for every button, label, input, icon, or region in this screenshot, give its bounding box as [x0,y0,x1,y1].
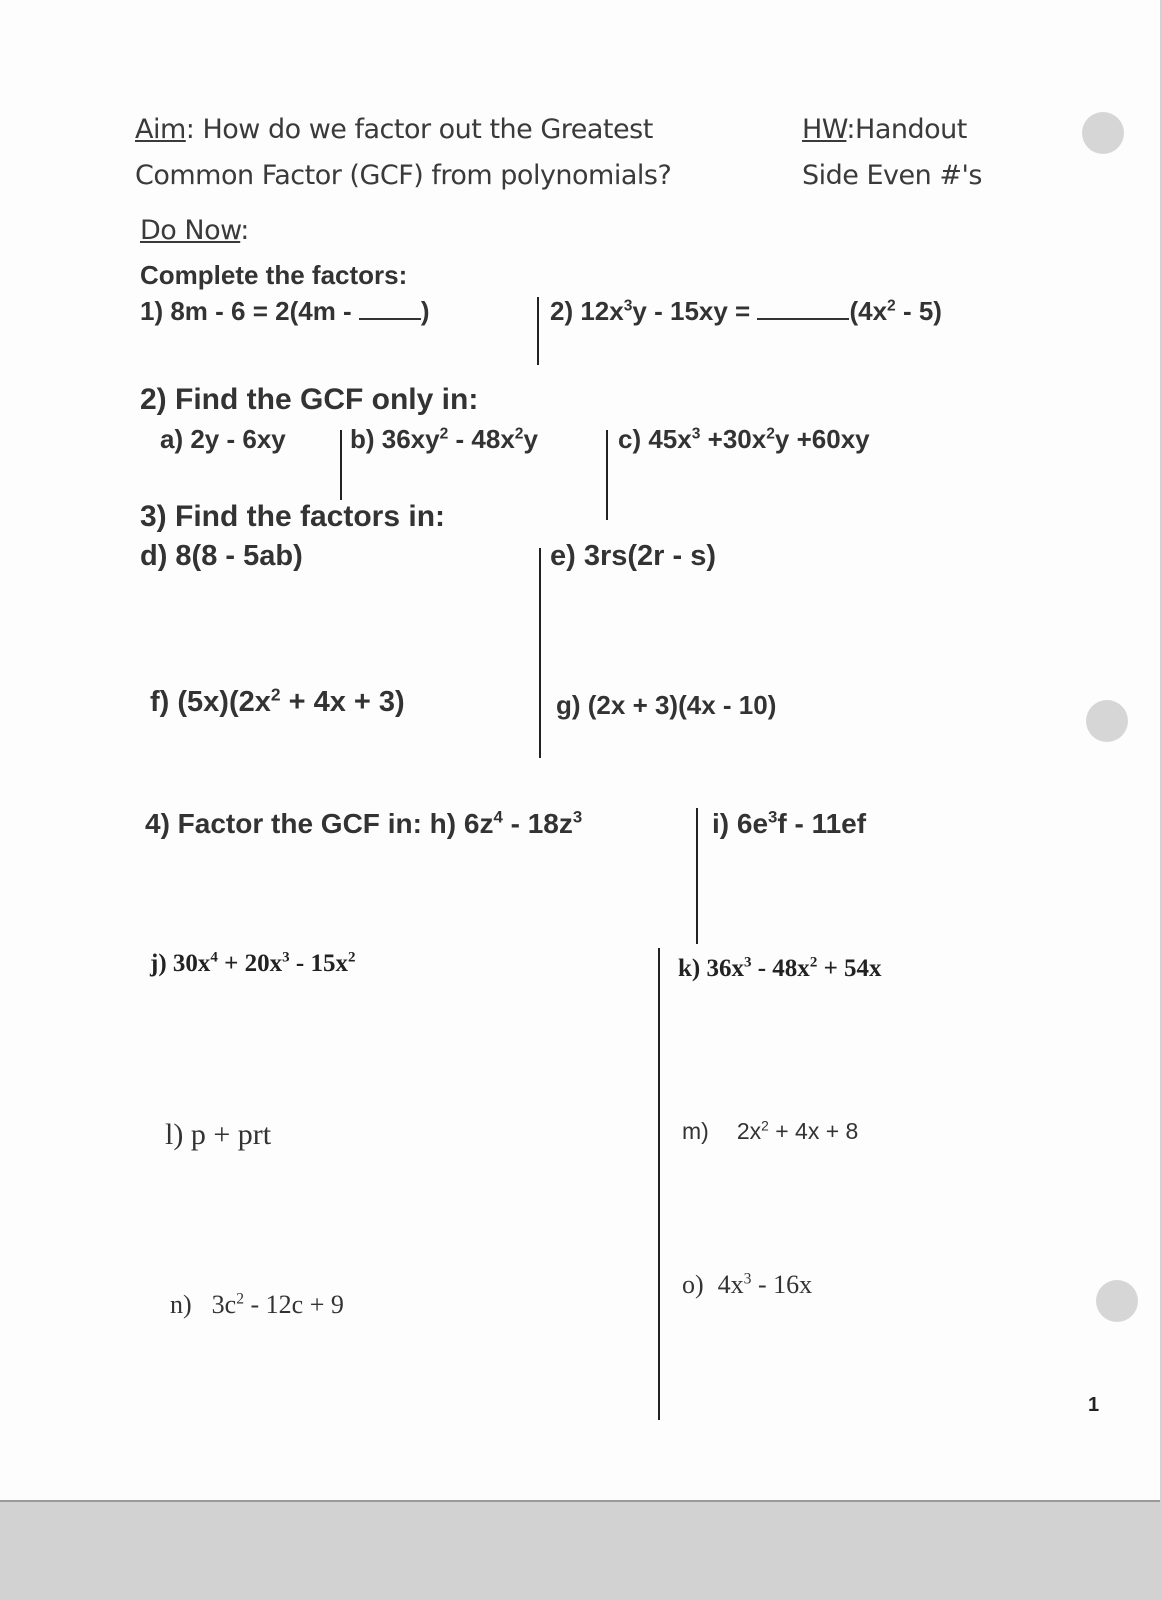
page-number: 1 [1088,1394,1100,1416]
problem-e: e) 3rs(2r - s) [550,540,717,572]
problem-k: k) $36x^3 - 48x^2 + 54x$ [678,954,882,982]
divider [696,808,698,944]
hw-label: HW [802,114,847,145]
problem-i: i) $6e^3f - 11ef$ [712,807,867,839]
problem-g: g) (2x + 3)(4x - 10) [556,690,777,720]
answer-blank-1[interactable] [359,318,421,320]
aim-line-2: Common Factor (GCF) from polynomials? [135,160,672,191]
problem-j: j) $30x^4 + 20x^3 - 15x^2$ [150,949,356,977]
answer-blank-2[interactable] [757,318,849,320]
divider [340,430,342,500]
binder-hole-middle [1086,700,1128,742]
aim-label: Aim [135,114,186,145]
problem-a: a) 2y - 6xy [160,424,286,454]
binder-hole-top [1082,112,1124,154]
problem-f: f) $(5x)(2x^2 + 4x + 3)$ [150,684,405,718]
problem-b: b) $36xy^2 - 48x^2y$ [350,424,538,454]
problem-n: n) $3c^2 - 12c + 9$ [170,1290,344,1319]
do-now-subtitle: Complete the factors: [140,260,408,290]
problem-m: m) $2x^2 + 4x + 8$ [682,1118,859,1144]
divider [539,548,541,758]
do-now-question-1: 1) 8m - 6 = 2(4m - ) [140,296,430,326]
binder-hole-bottom [1096,1280,1138,1322]
divider [537,297,539,365]
section-3-title: 3) Find the factors in: [140,500,446,533]
problem-d: d) 8(8 - 5ab) [140,540,303,572]
homework-line-1: HW:Handout [802,114,967,145]
divider [658,948,660,1420]
section-2-title: 2) Find the GCF only in: [140,383,479,416]
homework-line-2: Side Even #'s [802,160,982,191]
section-4-title-and-h: 4) Factor the GCF in: h) $6z^4 - 18z^3$ [145,807,583,839]
do-now-title: Do Now: [140,215,249,246]
divider [606,430,608,520]
do-now-question-2: 2) $12x^3y - 15xy = (4x^2 - 5)$ [550,296,942,326]
problem-c: c) $45x^3 +30x^2y +60xy$ [618,424,870,454]
aim-line-1: Aim: How do we factor out the Greatest [135,114,653,145]
problem-o: o) $4x^3 - 16x$ [682,1270,813,1299]
problem-l: l) p + prt [165,1118,272,1151]
